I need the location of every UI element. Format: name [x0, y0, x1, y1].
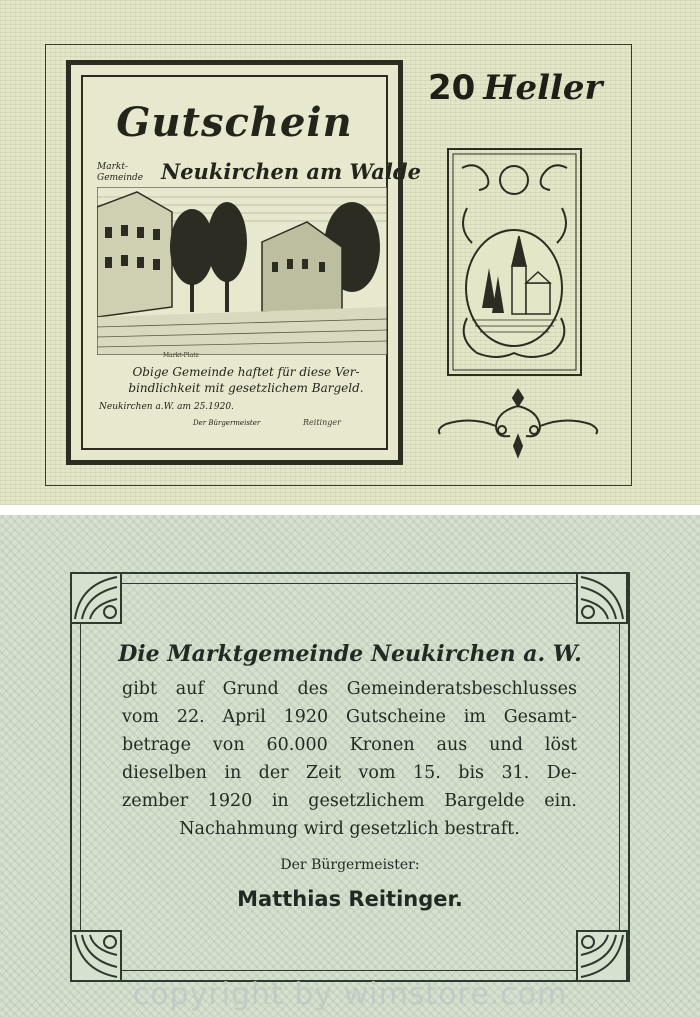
- denomination-unit: Heller: [483, 68, 603, 108]
- body-line: Nachahmung wird gesetzlich bestraft.: [179, 819, 520, 839]
- body-line: zember 1920 in gesetzlichem Bargelde ein.: [122, 791, 577, 811]
- note-title: Gutschein: [116, 99, 353, 146]
- corner-ornament-top-right: [576, 572, 628, 624]
- back-mayor-name: Matthias Reitinger.: [237, 887, 463, 911]
- back-title: Die Marktgemeinde Neukirchen a. W.: [118, 641, 582, 667]
- denomination-number: 20: [428, 68, 476, 108]
- flourish-ornament: [432, 380, 604, 460]
- corner-ornament-top-left: [70, 572, 122, 624]
- issuer-prefix-line1: Markt-: [97, 162, 128, 172]
- church-emblem: [447, 148, 582, 376]
- back-mayor-title: Der Bürgermeister:: [280, 857, 420, 873]
- liability-line2: bindlichkeit mit gesetzlichem Bargeld.: [128, 381, 364, 395]
- corner-ornament-bottom-left: [70, 930, 122, 982]
- corner-ornament-bottom-right: [576, 930, 628, 982]
- issue-dateline: Neukirchen a.W. am 25.1920.: [99, 402, 234, 412]
- body-line: dieselben in der Zeit vom 15. bis 31. De-: [122, 763, 577, 783]
- liability-text: [101, 364, 391, 396]
- banknote-front: [0, 0, 700, 505]
- denomination: [428, 68, 602, 108]
- issuer-prefix-line2: Gemeinde: [97, 173, 144, 183]
- front-vignette: [66, 60, 421, 465]
- issuer-name: Neukirchen am Walde: [161, 159, 421, 184]
- body-line: betrage von 60.000 Kronen aus und löst: [122, 735, 577, 755]
- vignette-inner-border: [81, 75, 421, 450]
- copyright-watermark: copyright by wimstore.com: [132, 977, 568, 1012]
- front-mayor-signature: Reitinger: [303, 418, 341, 427]
- body-line: gibt auf Grund des Gemeinderatsbeschlusses: [122, 679, 577, 699]
- picture-caption: Markt-Platz: [163, 352, 199, 359]
- back-body-text: [122, 675, 577, 843]
- banknote-back: [0, 515, 700, 1017]
- market-square-picture: [97, 187, 387, 355]
- issuer-prefix: [97, 162, 143, 184]
- front-mayor-label: Der Bürgermeister: [193, 419, 261, 427]
- body-line: vom 22. April 1920 Gutscheine im Gesamt-: [122, 707, 577, 727]
- liability-line1: Obige Gemeinde haftet für diese Ver-: [132, 365, 360, 379]
